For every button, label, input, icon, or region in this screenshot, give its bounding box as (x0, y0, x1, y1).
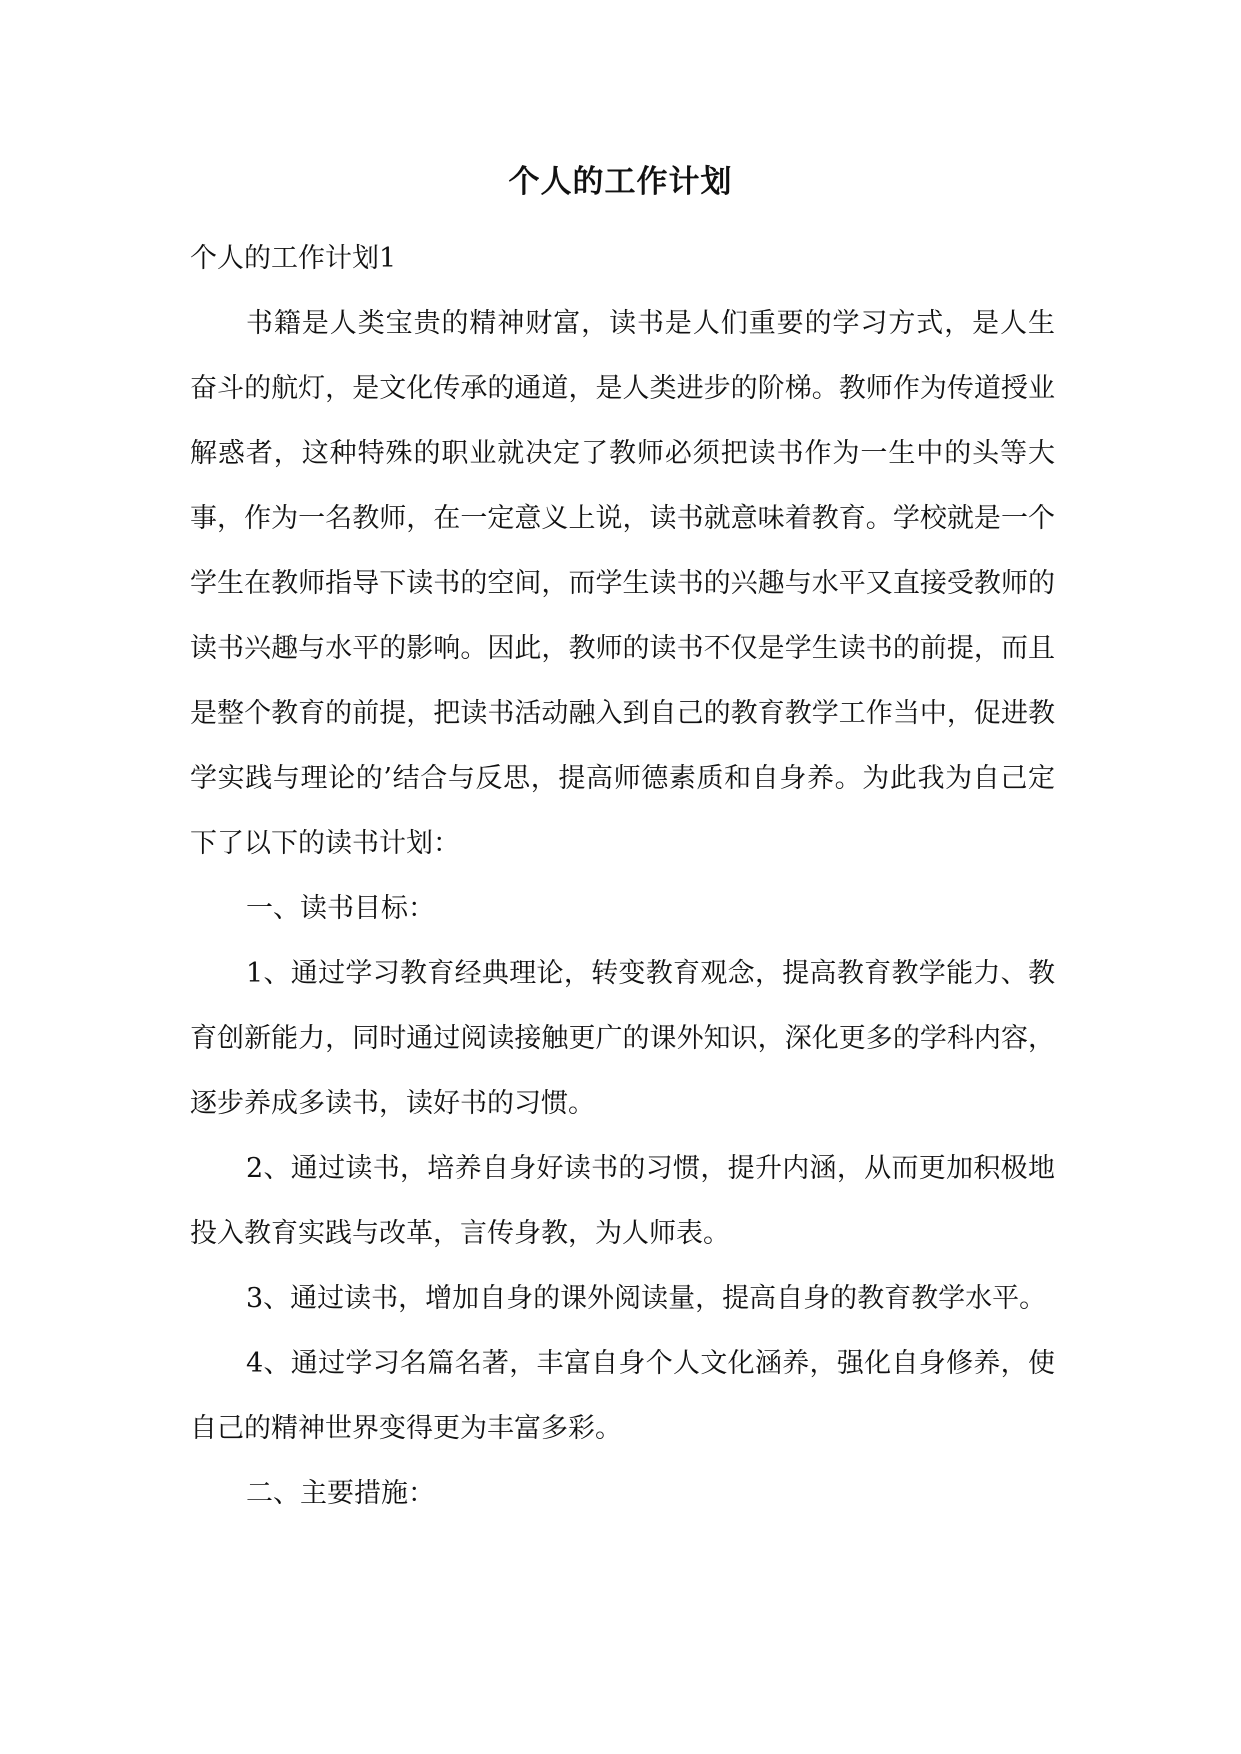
goal-item-3: 3、通过读书，增加自身的课外阅读量，提高自身的教育教学水平。 (246, 1283, 1047, 1314)
goal-item-4: 4、通过学习名篇名著，丰富自身个人文化涵养，强化自身修养，使自己的精神世界变得更为丰富多彩。 (190, 1348, 1055, 1444)
document-body (190, 226, 1055, 1526)
goal-item-1: 1、通过学习教育经典理论，转变教育观念，提高教育教学能力、教育创新能力，同时通过阅读接触更广的课外知识，深化更多的学科内容，逐步养成多读书，读好书的习惯。 (190, 958, 1055, 1119)
goal-item-2: 2、通过读书，培养自身好读书的习惯，提升内涵，从而更加积极地投入教育实践与改革，言传身教，为人师表。 (190, 1153, 1055, 1249)
heading-main-measures: 二、主要措施： (246, 1478, 435, 1509)
intro-paragraph: 书籍是人类宝贵的精神财富，读书是人们重要的学习方式，是人生奋斗的航灯，是文化传承的通道，是人类进步的阶梯。教师作为传道授业解惑者，这种特殊的职业就决定了教师必须把读书作为一生中的头等大事，作为一名教师，在一定意义上说，读书就意味着教育。学校就是一个学生在教师指导下读书的空间，而学生读书的兴趣与水平又直接受教师的读书兴趣与水平的影响。因此，教师的读书不仅是学生读书的前提，而且是整个教育的前提，把读书活动融入到自己的教育教学工作当中，促进教学实践与理论的’结合与反思，提高师德素质和自身养。为此我为自己定下了以下的读书计划： (190, 308, 1055, 859)
page-title: 个人的工作计划 (508, 164, 733, 200)
heading-reading-goals: 一、读书目标： (246, 893, 435, 924)
section-heading: 个人的工作计划1 (190, 243, 397, 274)
